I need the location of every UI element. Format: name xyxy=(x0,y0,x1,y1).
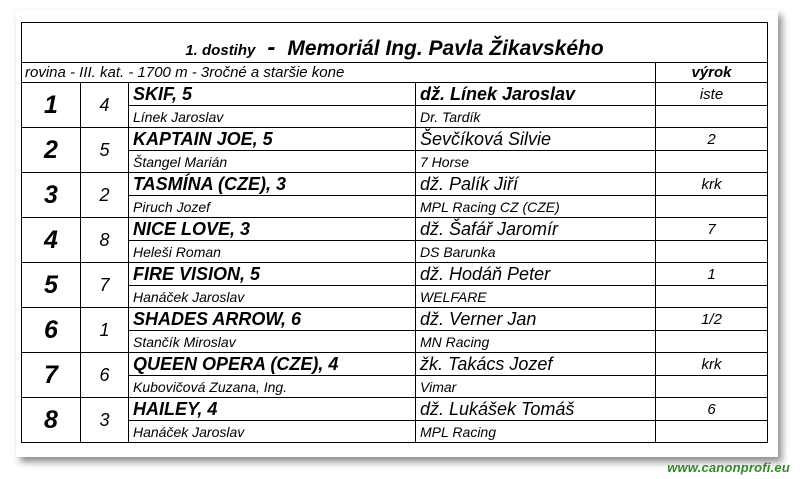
start-number: 7 xyxy=(81,263,129,308)
trainer-name: Kubovičová Zuzana, Ing. xyxy=(129,376,416,398)
finish-place: 5 xyxy=(22,263,81,308)
owner-name: DS Barunka xyxy=(416,241,656,263)
owner-name: MPL Racing CZ (CZE) xyxy=(416,196,656,218)
horse-name: TASMÍNA (CZE), 3 xyxy=(129,173,416,196)
start-number: 4 xyxy=(81,83,129,128)
finish-place: 2 xyxy=(22,128,81,173)
finish-place: 8 xyxy=(22,398,81,443)
watermark: www.canonprofi.eu xyxy=(667,460,790,475)
finish-place: 7 xyxy=(22,353,81,398)
start-number: 5 xyxy=(81,128,129,173)
jockey-name: dž. Línek Jaroslav xyxy=(416,83,656,106)
start-number: 3 xyxy=(81,398,129,443)
result-row-sub xyxy=(22,286,768,308)
start-number: 1 xyxy=(81,308,129,353)
empty-cell xyxy=(656,151,768,173)
margin-verdict: iste xyxy=(656,83,768,106)
empty-cell xyxy=(656,421,768,443)
owner-name: 7 Horse xyxy=(416,151,656,173)
empty-cell xyxy=(656,241,768,263)
vyrok-header: výrok xyxy=(656,63,768,83)
jockey-name: dž. Verner Jan xyxy=(416,308,656,331)
margin-verdict: 2 xyxy=(656,128,768,151)
margin-verdict: 6 xyxy=(656,398,768,421)
finish-place: 1 xyxy=(22,83,81,128)
margin-verdict: krk xyxy=(656,353,768,376)
trainer-name: Línek Jaroslav xyxy=(129,106,416,128)
empty-cell xyxy=(656,376,768,398)
race-number: 1. dostihy xyxy=(185,42,256,59)
trainer-name: Hanáček Jaroslav xyxy=(129,286,416,308)
owner-name: Vimar xyxy=(416,376,656,398)
result-row-main xyxy=(22,398,768,421)
result-row-sub xyxy=(22,421,768,443)
start-number: 2 xyxy=(81,173,129,218)
result-row-sub xyxy=(22,376,768,398)
jockey-name: Ševčíková Silvie xyxy=(416,128,656,151)
results-table xyxy=(21,22,768,443)
owner-name: MPL Racing xyxy=(416,421,656,443)
trainer-name: Štangel Marián xyxy=(129,151,416,173)
horse-name: HAILEY, 4 xyxy=(129,398,416,421)
owner-name: Dr. Tardík xyxy=(416,106,656,128)
finish-place: 4 xyxy=(22,218,81,263)
info-row xyxy=(22,63,768,83)
owner-name: MN Racing xyxy=(416,331,656,353)
empty-cell xyxy=(656,106,768,128)
finish-place: 3 xyxy=(22,173,81,218)
horse-name: SKIF, 5 xyxy=(129,83,416,106)
margin-verdict: 7 xyxy=(656,218,768,241)
trainer-name: Stančík Miroslav xyxy=(129,331,416,353)
empty-cell xyxy=(656,331,768,353)
result-row-main xyxy=(22,308,768,331)
start-number: 6 xyxy=(81,353,129,398)
jockey-name: dž. Lukášek Tomáš xyxy=(416,398,656,421)
result-row-main xyxy=(22,128,768,151)
result-row-sub xyxy=(22,151,768,173)
horse-name: QUEEN OPERA (CZE), 4 xyxy=(129,353,416,376)
result-row-sub xyxy=(22,241,768,263)
title-row xyxy=(22,23,768,63)
empty-cell xyxy=(656,286,768,308)
empty-cell xyxy=(656,196,768,218)
race-name: Memoriál Ing. Pavla Žikavského xyxy=(287,37,604,60)
margin-verdict: krk xyxy=(656,173,768,196)
result-row-sub xyxy=(22,196,768,218)
race-conditions: rovina - III. kat. - 1700 m - 3ročné a staršie kone xyxy=(22,63,656,83)
margin-verdict: 1 xyxy=(656,263,768,286)
result-row-sub xyxy=(22,331,768,353)
finish-place: 6 xyxy=(22,308,81,353)
result-row-sub xyxy=(22,106,768,128)
result-row-main xyxy=(22,173,768,196)
horse-name: FIRE VISION, 5 xyxy=(129,263,416,286)
jockey-name: dž. Palík Jiří xyxy=(416,173,656,196)
result-row-main xyxy=(22,263,768,286)
horse-name: NICE LOVE, 3 xyxy=(129,218,416,241)
margin-verdict: 1/2 xyxy=(656,308,768,331)
race-title xyxy=(22,23,768,63)
jockey-name: dž. Šafář Jaromír xyxy=(416,218,656,241)
trainer-name: Heleši Roman xyxy=(129,241,416,263)
horse-name: KAPTAIN JOE, 5 xyxy=(129,128,416,151)
title-separator: - xyxy=(267,34,276,61)
result-row-main xyxy=(22,218,768,241)
jockey-name: dž. Hodáň Peter xyxy=(416,263,656,286)
trainer-name: Piruch Jozef xyxy=(129,196,416,218)
result-row-main xyxy=(22,353,768,376)
start-number: 8 xyxy=(81,218,129,263)
horse-name: SHADES ARROW, 6 xyxy=(129,308,416,331)
result-row-main xyxy=(22,83,768,106)
owner-name: WELFARE xyxy=(416,286,656,308)
trainer-name: Hanáček Jaroslav xyxy=(129,421,416,443)
jockey-name: žk. Takács Jozef xyxy=(416,353,656,376)
